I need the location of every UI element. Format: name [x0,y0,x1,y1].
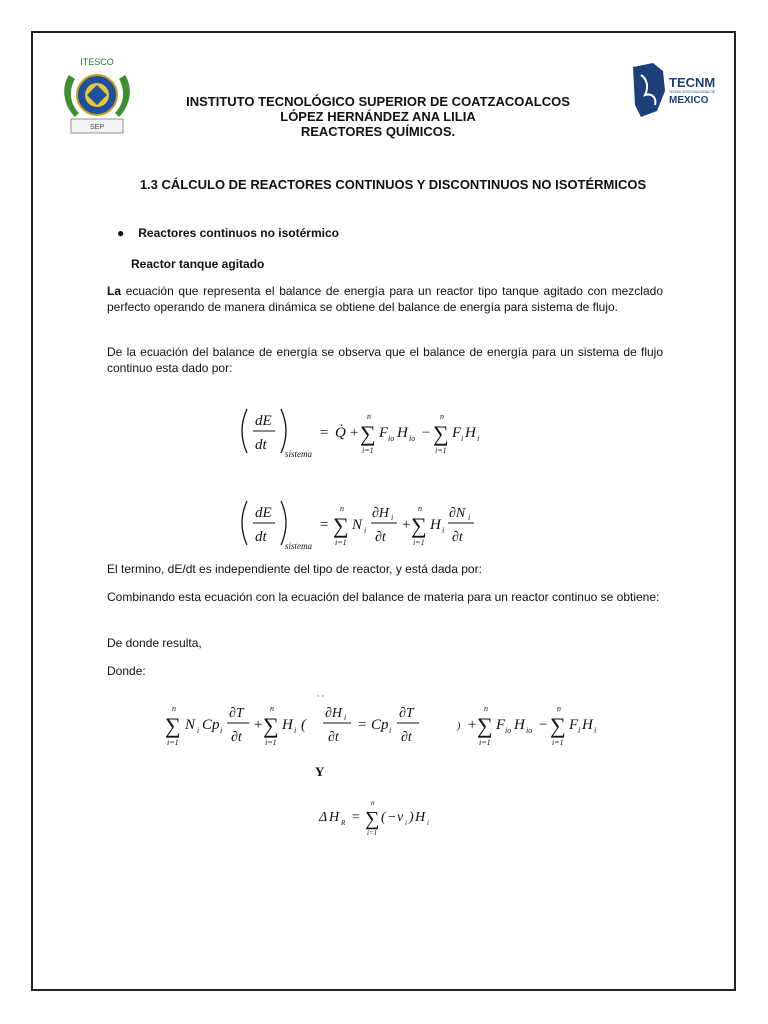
svg-text:n: n [270,704,274,713]
bullet-text: Reactores continuos no isotérmico [138,226,339,240]
svg-text:H: H [582,717,593,733]
svg-text:· ·: · · [317,691,324,701]
svg-text:H: H [282,717,293,733]
svg-text:H: H [329,810,340,825]
svg-text:∑: ∑ [550,713,566,738]
svg-text:io: io [526,726,533,735]
svg-text:i: i [578,726,581,735]
svg-text:∂t: ∂t [375,530,386,545]
svg-text:io: io [388,434,395,443]
svg-text:io: io [505,726,512,735]
svg-text:∂H: ∂H [372,506,390,521]
svg-text:∂H: ∂H [325,706,343,721]
svg-text:∑: ∑ [477,713,493,738]
svg-text:=: = [319,517,330,533]
svg-text:Cp: Cp [371,717,389,733]
author-name: LÓPEZ HERNÁNDEZ ANA LILIA [280,109,476,124]
paragraph-1-text: ecuación que representa el balance de energía para un reactor tipo tanque agitado con mezclado perfecto operando de manera dinámica se obtiene del balance de energía para sistema de flujo. [107,284,663,314]
svg-text:dt: dt [255,529,267,545]
svg-text:Δ: Δ [319,810,328,825]
paragraph-5: De donde resulta, [107,636,202,650]
paragraph-3: El termino, dE/dt es independiente del tipo de reactor, y está dada por: [107,562,482,576]
svg-text:∑: ∑ [165,713,181,738]
svg-text:i: i [468,513,471,522]
svg-text:i=1: i=1 [367,829,378,837]
svg-text:n: n [340,504,344,513]
svg-text:ν: ν [397,810,404,825]
bullet-item [117,226,339,240]
svg-text:n: n [172,704,176,713]
document-header [153,94,603,139]
svg-text:(: ( [301,717,306,733]
subscript-sistema: sistema [285,449,312,459]
svg-text:N: N [185,717,196,733]
svg-text:i: i [477,434,480,443]
svg-text:dE: dE [255,505,272,521]
svg-text:R: R [341,819,346,827]
svg-text:n: n [440,412,444,421]
svg-text:i: i [594,726,597,735]
tecnm-logo-icon [631,61,731,121]
paragraph-2: De la ecuación del balance de energía se observa que el balance de energía para un sistema de flujo continuo esta dado por: [107,345,663,375]
course-name: REACTORES QUÍMICOS. [300,124,456,139]
document-page [31,31,736,991]
svg-text:∂t: ∂t [401,730,412,745]
svg-text:+: + [401,517,412,533]
equation-dE-dt [233,497,533,559]
svg-text:i: i [442,526,445,535]
svg-text:i=1: i=1 [479,738,491,747]
svg-text:+: + [253,717,264,733]
svg-text:i: i [389,726,392,735]
svg-text:i=1: i=1 [552,738,564,747]
svg-text:=: = [351,810,361,825]
svg-text:i=1: i=1 [413,538,425,547]
svg-text:∑: ∑ [411,513,427,538]
svg-text:n: n [371,799,375,807]
sum-bottom-1: i=1 [362,446,374,455]
tecnm-brand: TECNM [669,75,716,90]
paragraph-1-lead: La [107,284,122,298]
conjunction-y: Y [315,764,325,779]
svg-text:i: i [391,513,394,522]
svg-text:∂T: ∂T [399,706,414,721]
bullet-dot-icon: ● [117,226,125,240]
svg-text:H: H [397,425,408,441]
svg-text:i=1: i=1 [167,738,179,747]
svg-text:F: F [452,425,462,441]
subheading: Reactor tanque agitado [131,257,265,271]
svg-text:∂N: ∂N [449,506,466,521]
svg-text:∑: ∑ [333,513,349,538]
paragraph-1 [107,283,663,315]
svg-text:−: − [387,810,397,825]
svg-text:=: = [357,717,368,733]
svg-text:N: N [352,517,363,533]
equation-energy-balance [233,405,533,467]
svg-text:Cp: Cp [202,717,220,733]
svg-text:F: F [379,425,389,441]
svg-text:+: + [349,425,360,441]
svg-text:+: + [467,717,478,733]
svg-text:n: n [557,704,561,713]
svg-text:i: i [427,819,429,827]
svg-text:∑: ∑ [433,421,449,446]
institution-name: INSTITUTO TECNOLÓGICO SUPERIOR DE COATZACOALCOS [186,94,570,109]
svg-text:n: n [484,704,488,713]
svg-text:−: − [538,717,549,733]
svg-text:dE: dE [255,413,272,429]
svg-text:F: F [569,717,579,733]
svg-text:n: n [418,504,422,513]
tecnm-small-text: TECNOLÓGICO NACIONAL DE [669,90,715,94]
svg-text:∂t: ∂t [328,730,339,745]
svg-text:−: − [421,425,432,441]
svg-text:i: i [220,726,223,735]
equation-combined-balance [161,689,631,759]
svg-text:sistema: sistema [285,541,312,551]
paragraph-6: Donde: [107,664,146,678]
svg-text:io: io [409,434,416,443]
svg-text:): ) [409,810,414,825]
section-title: 1.3 CÁLCULO DE REACTORES CONTINUOS Y DISCONTINUOS NO ISOTÉRMICOS [139,177,647,192]
svg-text:i: i [364,526,367,535]
svg-text:(: ( [381,810,386,825]
svg-text:H: H [514,717,525,733]
tecnm-country: MEXICO [669,95,709,106]
itesco-logo-text: ITESCO [80,57,114,67]
svg-text:i: i [461,434,464,443]
itesco-logo-icon [57,53,137,137]
svg-text:i=1: i=1 [335,538,347,547]
svg-text:=: = [319,425,330,441]
svg-text:i=1: i=1 [435,446,447,455]
svg-text:H: H [415,810,426,825]
svg-text:∂T: ∂T [229,706,244,721]
svg-text:Q̇: Q̇ [335,425,346,441]
svg-text:i: i [405,819,407,827]
equation-delta-h [315,791,465,841]
svg-text:∑: ∑ [263,713,279,738]
svg-text:i: i [294,726,297,735]
svg-text:∑: ∑ [365,808,380,830]
svg-text:∑: ∑ [360,421,376,446]
svg-text:i=1: i=1 [265,738,277,747]
svg-text:dt: dt [255,437,267,453]
sum-top-1: n [367,412,371,421]
svg-text:): ) [457,721,461,732]
sep-caption: SEP [89,124,105,131]
paragraph-4: Combinando esta ecuación con la ecuación del balance de materia para un reactor continuo se obtiene: [107,590,660,604]
svg-text:∂t: ∂t [231,730,242,745]
svg-text:H: H [465,425,476,441]
svg-text:i: i [344,713,347,722]
svg-text:∂t: ∂t [452,530,463,545]
svg-text:F: F [496,717,506,733]
svg-text:H: H [430,517,441,533]
svg-text:i: i [197,726,200,735]
